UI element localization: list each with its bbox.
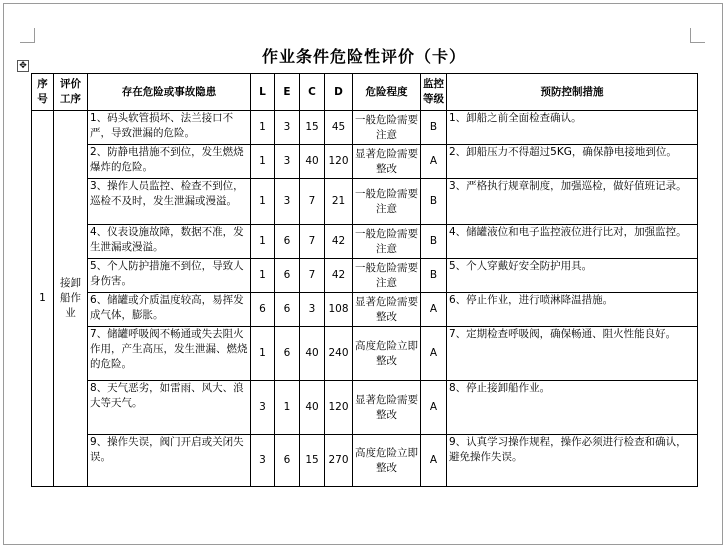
cell-level: 一般危险需要注意 (353, 225, 421, 259)
cell-d: 108 (325, 293, 353, 327)
header-c: C (300, 74, 325, 111)
cell-hazard: 9、操作失误，阀门开启或关闭失误。 (88, 435, 251, 487)
cell-l: 1 (251, 111, 275, 145)
table-row (32, 381, 698, 435)
header-level: 危险程度 (353, 74, 421, 111)
cell-d: 120 (325, 145, 353, 179)
cell-l: 1 (251, 179, 275, 225)
cell-c: 40 (300, 327, 325, 381)
cell-c: 40 (300, 381, 325, 435)
cell-process: 接卸船作业 (54, 111, 88, 487)
header-l: L (251, 74, 275, 111)
cell-c: 7 (300, 225, 325, 259)
cell-d: 42 (325, 225, 353, 259)
cell-d: 45 (325, 111, 353, 145)
cell-c: 15 (300, 111, 325, 145)
document-title: 作业条件危险性评价（卡） (261, 47, 466, 66)
cell-e: 6 (275, 435, 300, 487)
cell-hazard: 5、个人防护措施不到位，导致人身伤害。 (88, 259, 251, 293)
cell-hazard: 6、储罐或介质温度较高，易挥发成气体，膨胀。 (88, 293, 251, 327)
cell-e: 3 (275, 111, 300, 145)
cell-l: 1 (251, 145, 275, 179)
cell-control: A (421, 293, 447, 327)
cell-e: 6 (275, 225, 300, 259)
table-row (32, 111, 698, 145)
cell-e: 6 (275, 293, 300, 327)
page-corner-mark-right (690, 28, 705, 43)
cell-measures: 3、严格执行规章制度，加强巡检，做好值班记录。 (447, 179, 698, 225)
header-measures: 预防控制措施 (447, 74, 698, 111)
cell-level: 一般危险需要注意 (353, 179, 421, 225)
cell-control: B (421, 111, 447, 145)
cell-level: 高度危险立即整改 (353, 435, 421, 487)
header-seq: 序号 (32, 74, 54, 111)
header-d: D (325, 74, 353, 111)
cell-measures: 4、储罐液位和电子监控液位进行比对，加强监控。 (447, 225, 698, 259)
table-row (32, 145, 698, 179)
cell-c: 40 (300, 145, 325, 179)
cell-measures: 9、认真学习操作规程，操作必须进行检查和确认，避免操作失误。 (447, 435, 698, 487)
cell-control: A (421, 327, 447, 381)
table-row (32, 293, 698, 327)
cell-hazard: 8、天气恶劣，如雷雨、风大、浪大等天气。 (88, 381, 251, 435)
cell-c: 7 (300, 259, 325, 293)
risk-assessment-table (31, 73, 698, 487)
cell-c: 7 (300, 179, 325, 225)
cell-level: 一般危险需要注意 (353, 259, 421, 293)
cell-control: A (421, 435, 447, 487)
cell-hazard: 1、码头软管损坏、法兰接口不严，导致泄漏的危险。 (88, 111, 251, 145)
header-control: 监控等级 (421, 74, 447, 111)
cell-hazard: 2、防静电措施不到位，发生燃烧爆炸的危险。 (88, 145, 251, 179)
cell-e: 3 (275, 145, 300, 179)
cell-level: 显著危险需要整改 (353, 293, 421, 327)
cell-l: 3 (251, 435, 275, 487)
cell-measures: 6、停止作业，进行喷淋降温措施。 (447, 293, 698, 327)
cell-measures: 1、卸船之前全面检查确认。 (447, 111, 698, 145)
cell-hazard: 3、操作人员监控、检查不到位，巡检不及时，发生泄漏或漫溢。 (88, 179, 251, 225)
header-hazard: 存在危险或事故隐患 (88, 74, 251, 111)
cell-seq: 1 (32, 111, 54, 487)
header-process: 评价工序 (54, 74, 88, 111)
cell-control: A (421, 145, 447, 179)
cell-d: 21 (325, 179, 353, 225)
cell-d: 270 (325, 435, 353, 487)
cell-level: 显著危险需要整改 (353, 145, 421, 179)
table-row (32, 225, 698, 259)
cell-c: 3 (300, 293, 325, 327)
cell-c: 15 (300, 435, 325, 487)
cell-control: B (421, 259, 447, 293)
table-row (32, 435, 698, 487)
cell-level: 高度危险立即整改 (353, 327, 421, 381)
cell-l: 6 (251, 293, 275, 327)
cell-measures: 5、个人穿戴好安全防护用具。 (447, 259, 698, 293)
cell-l: 1 (251, 327, 275, 381)
cell-e: 6 (275, 327, 300, 381)
cell-e: 6 (275, 259, 300, 293)
cell-control: A (421, 381, 447, 435)
table-row (32, 259, 698, 293)
cell-d: 120 (325, 381, 353, 435)
cell-level: 显著危险需要整改 (353, 381, 421, 435)
cell-e: 1 (275, 381, 300, 435)
table-move-handle-icon[interactable]: ✥ (17, 60, 29, 72)
cell-d: 42 (325, 259, 353, 293)
cell-control: B (421, 179, 447, 225)
cell-hazard: 4、仪表设施故障，数据不准，发生泄漏或漫溢。 (88, 225, 251, 259)
cell-d: 240 (325, 327, 353, 381)
page-corner-mark-left (20, 28, 35, 43)
cell-e: 3 (275, 179, 300, 225)
cell-hazard: 7、储罐呼吸阀不畅通或失去阻火作用，产生高压，发生泄漏、燃烧的危险。 (88, 327, 251, 381)
table-row (32, 327, 698, 381)
cell-measures: 7、定期检查呼吸阀，确保畅通、阻火性能良好。 (447, 327, 698, 381)
cell-level: 一般危险需要注意 (353, 111, 421, 145)
cell-l: 1 (251, 225, 275, 259)
cell-l: 1 (251, 259, 275, 293)
table-header-row (32, 74, 698, 111)
table-row (32, 179, 698, 225)
cell-measures: 8、停止接卸船作业。 (447, 381, 698, 435)
header-e: E (275, 74, 300, 111)
cell-measures: 2、卸船压力不得超过5KG，确保静电接地到位。 (447, 145, 698, 179)
cell-control: B (421, 225, 447, 259)
cell-l: 3 (251, 381, 275, 435)
